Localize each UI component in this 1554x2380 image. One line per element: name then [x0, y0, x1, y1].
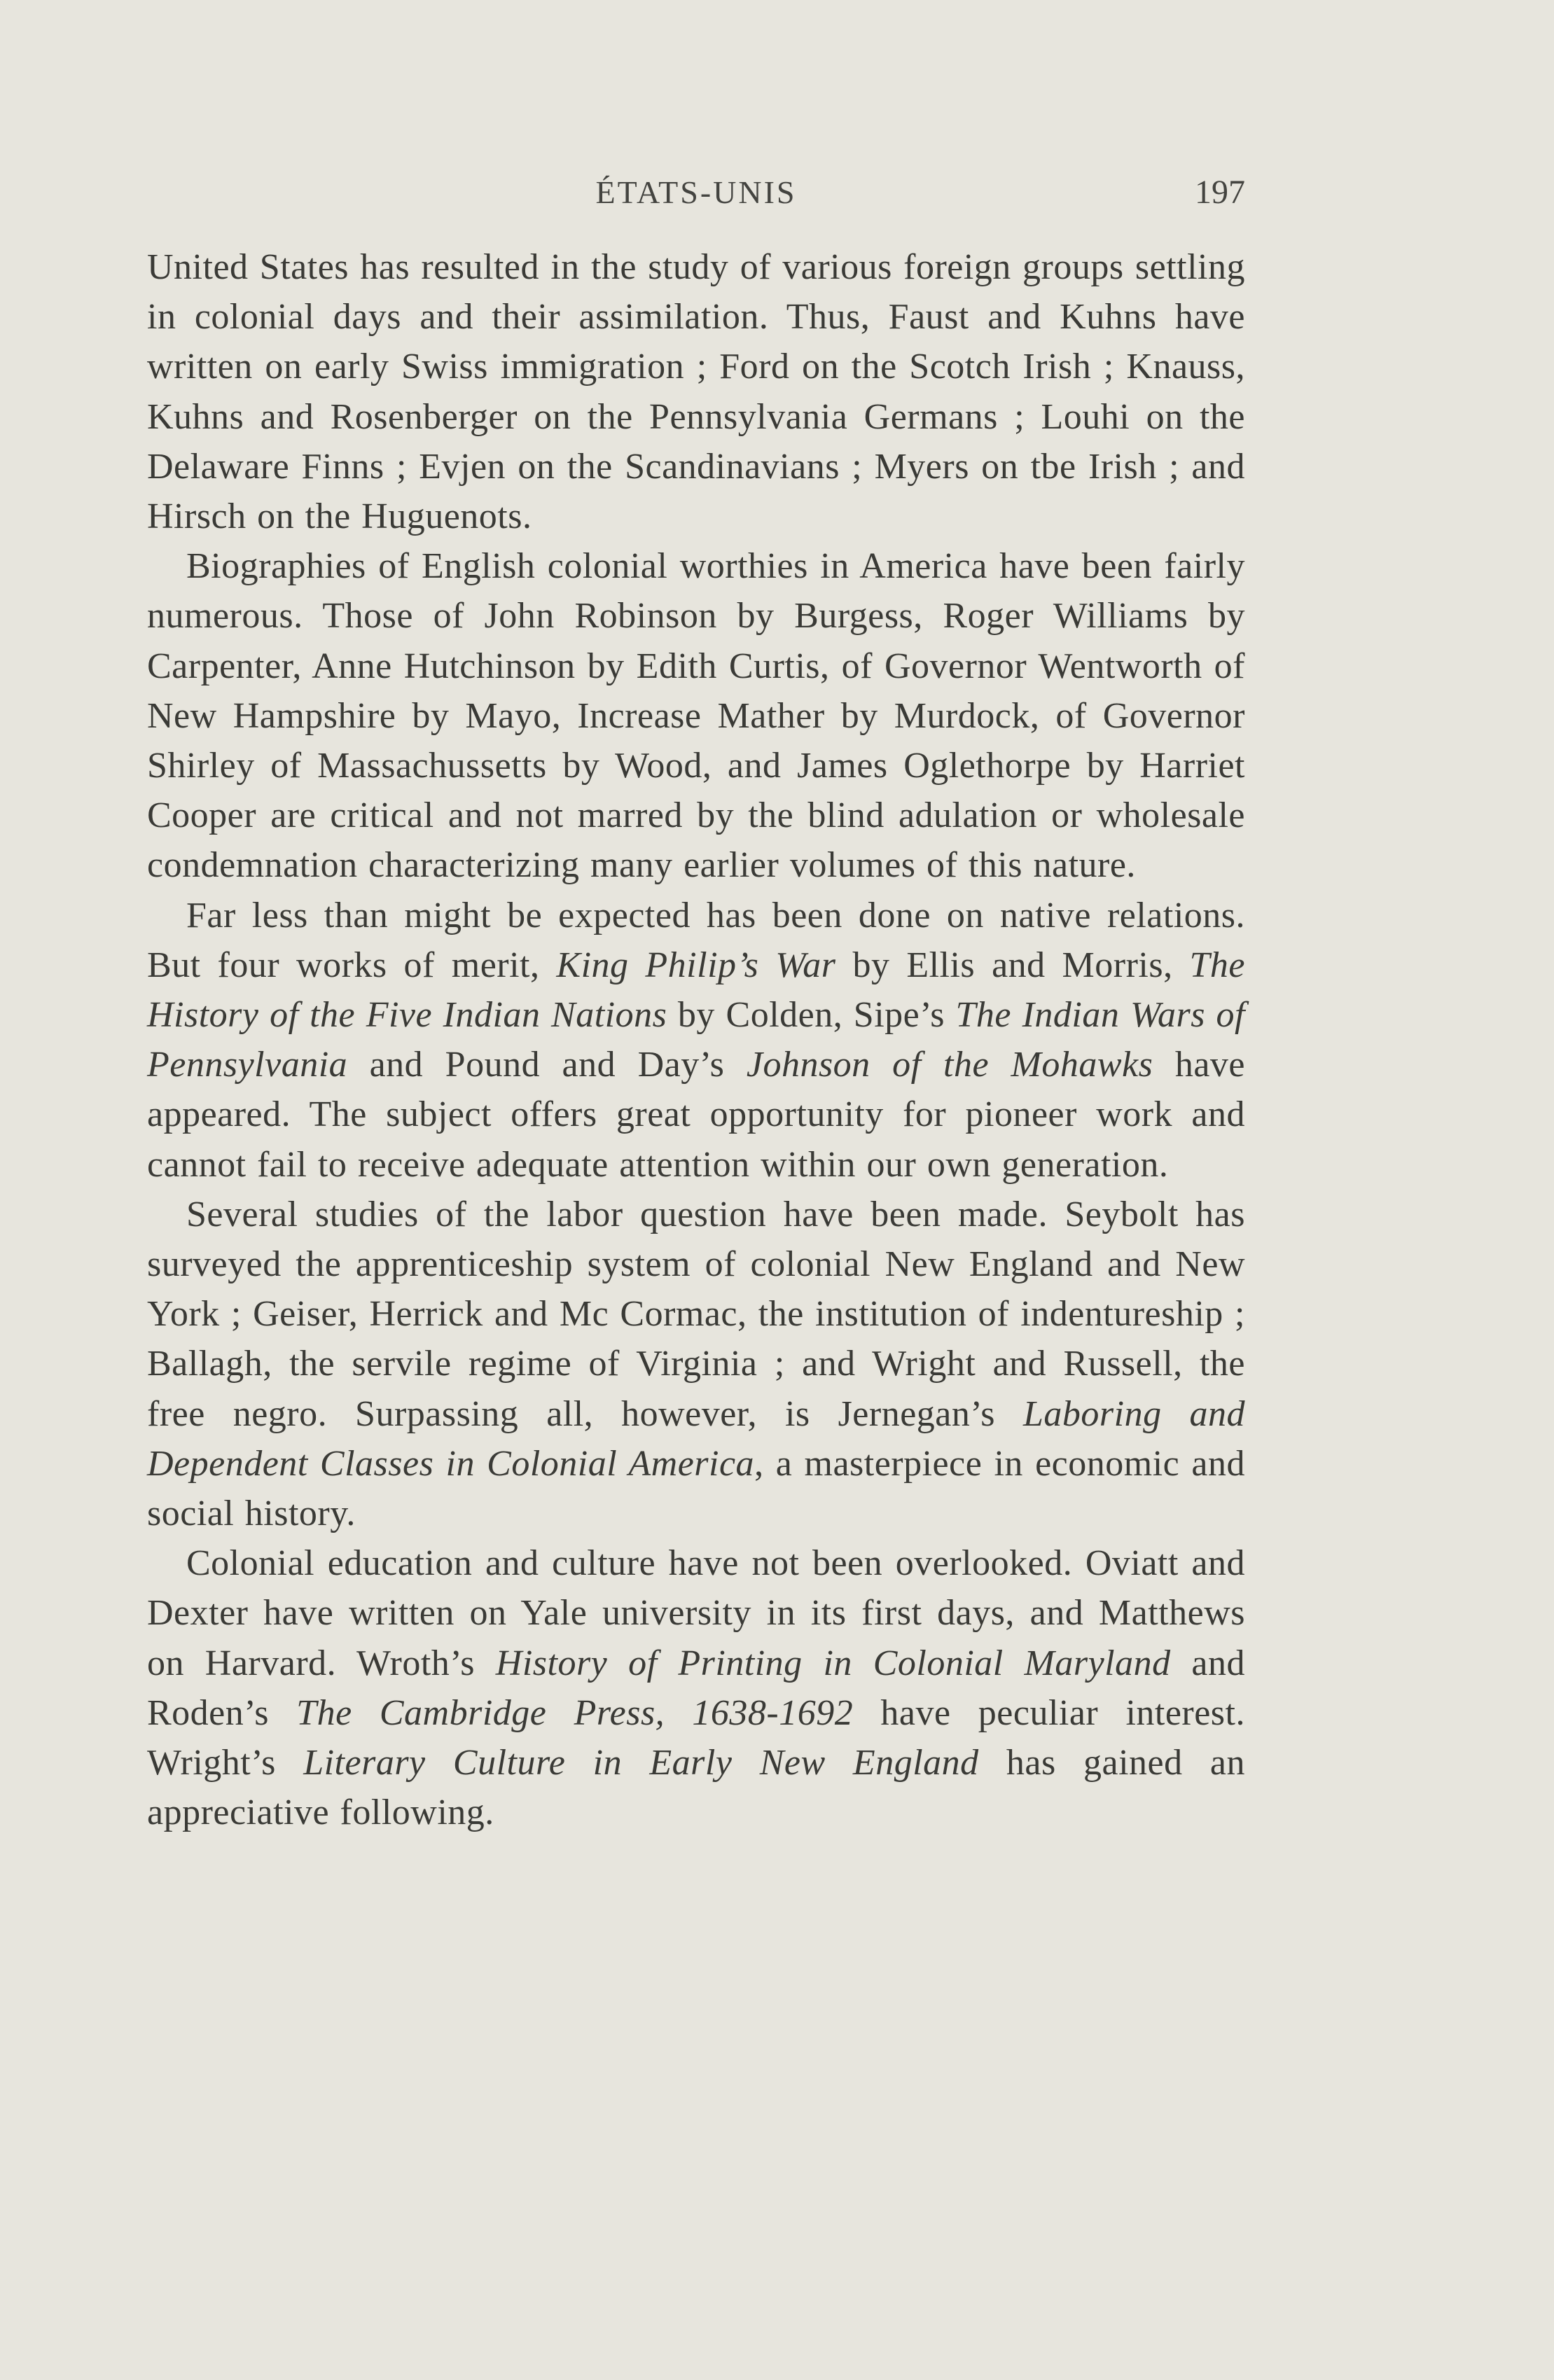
book-title: King Philip’s War — [556, 945, 836, 985]
paragraph-education — [147, 1538, 1245, 1837]
paragraph-immigration — [147, 242, 1245, 541]
text-run: and Roden’s — [147, 1643, 1245, 1733]
book-title: History of Printing in Colonial Maryland — [495, 1643, 1171, 1683]
text-run: , a masterpiece in economic and social history. — [147, 1443, 1245, 1534]
paragraph-biographies — [147, 541, 1245, 890]
page-number: 197 — [1195, 174, 1245, 211]
book-title: Literary Culture in Early New England — [303, 1743, 979, 1783]
paragraph-native-relations — [147, 891, 1245, 1190]
text-run: has gained an appreciative following. — [147, 1743, 1245, 1833]
book-title: The History of the Five Indian Nations — [147, 945, 1245, 1036]
body-text — [147, 242, 1245, 1838]
text-run: Several studies of the labor question have been made. Seybolt has surveyed the apprenticeship system of colonial New England and New York ; Geiser, Herrick and Mc Cormac, the institution of indentureship ; Ballagh, the servile regime of Virginia ; and Wright and Russell, the free negro. Surpassing all, however, is Jernegan’s — [147, 1194, 1245, 1434]
book-title: The Cambridge Press, 1638-1692 — [296, 1692, 854, 1733]
text-run: have peculiar interest. Wright’s — [147, 1692, 1245, 1783]
text-run: Colonial education and culture have not been overlooked. Oviatt and Dexter have written on Yale university in its first days, and Matthews on Harvard. Wroth’s — [147, 1543, 1245, 1683]
book-title: Laboring and Dependent Classes in Colonial America — [147, 1393, 1245, 1484]
book-title: Johnson of the Mohawks — [746, 1045, 1153, 1085]
text-run: United States has resulted in the study of various foreign groups settling in colonial days and their assimilation. Thus, Faust and Kuhns have written on early Swiss immigration ; Ford on the Scotch Irish ; Knauss, Kuhns and Rosenberger on the Pennsylvania Germans ; Louhi on the Delaware Finns ; Evjen on the Scandinavians ; Myers on tbe Irish ; and Hirsch on the Huguenots. — [147, 247, 1245, 537]
running-title: ÉTATS-UNIS — [595, 174, 797, 210]
text-run: and Pound and Day’s — [347, 1045, 747, 1085]
text-run: Far less than might be expected has been done on native relations. But four works of merit, — [147, 895, 1245, 985]
text-run: Biographies of English colonial worthies in America have been fairly numerous. Those of John Robinson by Burgess, Roger Williams by Carpenter, Anne Hutchinson by Edith Curtis, of Governor Wentworth of New Hampshire by Mayo, Increase Mather by Murdock, of Governor Shirley of Massachussetts by Wood, and James Oglethorpe by Harriet Cooper are critical and not marred by the blind adulation or wholesale condemnation characterizing many earlier volumes of this nature. — [147, 546, 1245, 886]
text-run: have appeared. The subject offers great opportunity for pioneer work and cannot fail to receive adequate attention within our own generation. — [147, 1045, 1245, 1185]
text-run: by Colden, Sipe’s — [667, 995, 956, 1036]
book-title: The Indian Wars of Pennsylvania — [147, 995, 1245, 1085]
running-head — [147, 168, 1245, 217]
paragraph-labor — [147, 1190, 1245, 1538]
text-run: by Ellis and Morris, — [835, 945, 1190, 985]
